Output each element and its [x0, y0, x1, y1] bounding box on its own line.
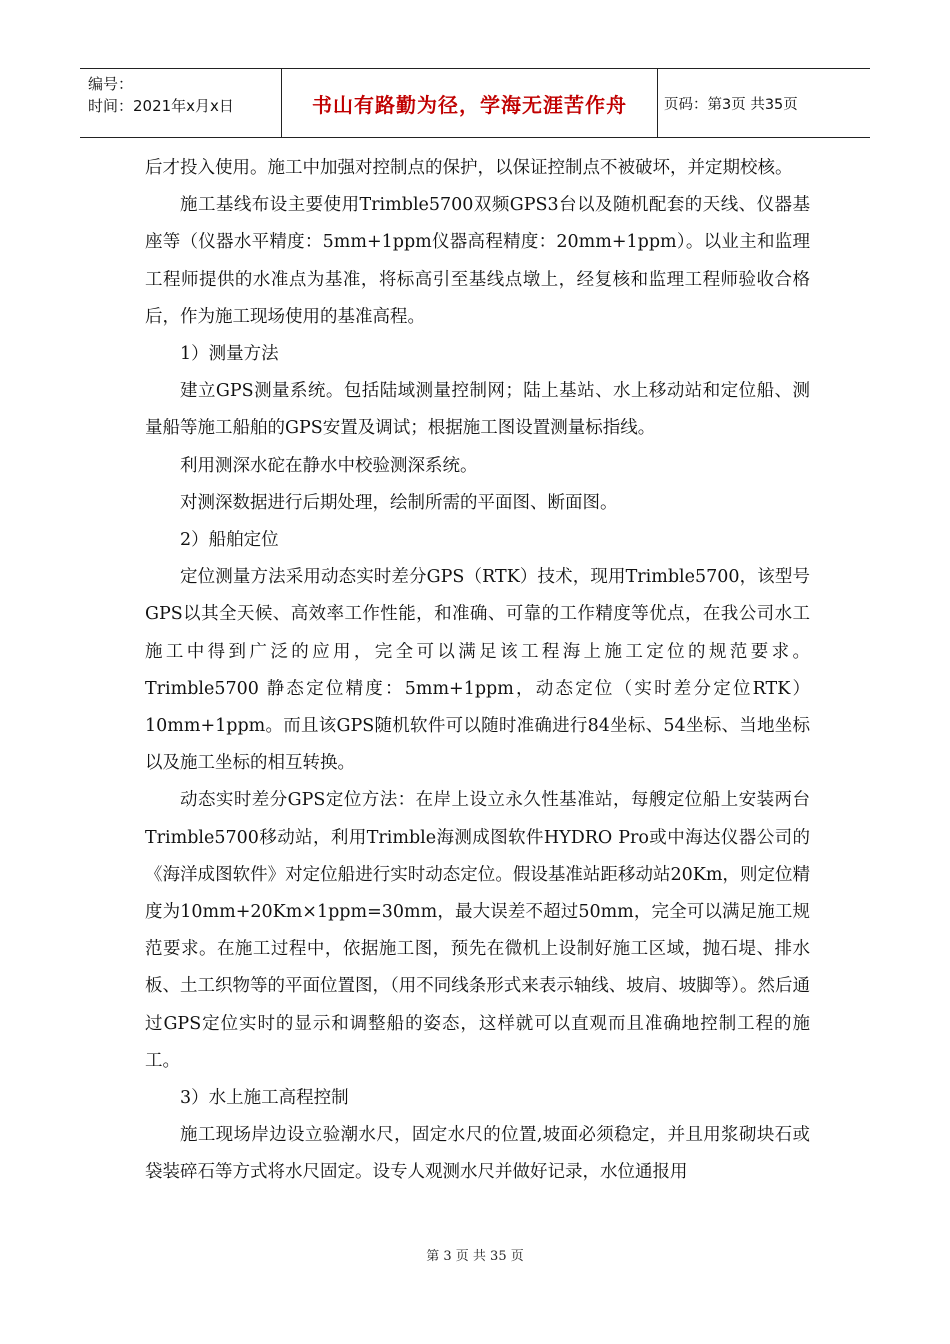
paragraph: 对测深数据进行后期处理，绘制所需的平面图、断面图。 [180, 492, 618, 513]
motto-text: 书山有路勤为径，学海无涯苦作舟 [312, 92, 627, 117]
paragraph: 施工现场岸边设立验潮水尺，固定水尺的位置,坡面必须稳定，并且用浆砌块石或袋装碎石等方式将水尺固定。设专人观测水尺并做好记录，水位通报用 [145, 1125, 810, 1183]
header-meta [80, 69, 282, 137]
paragraph: 动态实时差分GPS定位方法：在岸上设立永久性基准站，每艘定位船上安装两台Trimble5700移动站，利用Trimble海测成图软件HYDRO Pro或中海达仪器公司的《海洋成图软件》对定位船进行实时动态定位。假设基准站距移动站20Km，则定位精度为10mm+20Km×1ppm=30mm，最大误差不超过50mm，完全可以满足施工规范要求。在施工过程中，依据施工图，预先在微机上设制好施工区域，抛石堤、排水板、土工织物等的平面位置图，（用不同线条形式来表示轴线、坡肩、坡脚等）。然后通过GPS定位实时的显示和调整船的姿态，这样就可以直观而且准确地控制工程的施工。 [145, 790, 810, 1071]
paragraph: 利用测深水砣在静水中校验测深系统。 [180, 455, 478, 476]
document-body [145, 150, 810, 1192]
page-footer [0, 1245, 950, 1264]
paragraph: 后才投入使用。施工中加强对控制点的保护，以保证控制点不被破坏，并定期校核。 [145, 158, 793, 178]
section-heading: 1）测量方法 [180, 344, 279, 365]
header-page-info-cell [658, 69, 870, 137]
page-info: 页码：第3页 共35页 [664, 96, 798, 113]
paragraph: 定位测量方法采用动态实时差分GPS（RTK）技术，现用Trimble5700，该型号GPS以其全天候、高效率工作性能，和准确、可靠的工作精度等优点，在我公司水工施工中得到广泛的应用，完全可以满足该工程海上施工定位的规范要求。Trimble5700 静态定位精度：5mm+1ppm，动态定位（实时差分定位RTK） 10mm+1ppm。而且该GPS随机软件可以随时准确进行84坐标、54坐标、当地坐标以及施工坐标的相互转换。 [145, 567, 810, 774]
section-heading: 3）水上施工高程控制 [180, 1088, 349, 1109]
number-label: 编号： [88, 75, 134, 93]
section-heading: 2）船舶定位 [180, 530, 279, 551]
page-header [80, 68, 870, 138]
header-motto-cell [282, 69, 658, 137]
time-label: 时间：2021年x月x日 [88, 97, 234, 115]
paragraph: 建立GPS测量系统。包括陆域测量控制网；陆上基站、水上移动站和定位船、测量船等施工船舶的GPS安置及调试；根据施工图设置测量标指线。 [145, 381, 810, 439]
paragraph: 施工基线布设主要使用Trimble5700双频GPS3台以及随机配套的天线、仪器基座等（仪器水平精度：5mm+1ppm仪器高程精度：20mm+1ppm）。以业主和监理工程师提供的水准点为基准，将标高引至基线点墩上，经复核和监理工程师验收合格后，作为施工现场使用的基准高程。 [145, 195, 810, 327]
footer-page-number: 第 3 页 共 35 页 [426, 1249, 524, 1264]
